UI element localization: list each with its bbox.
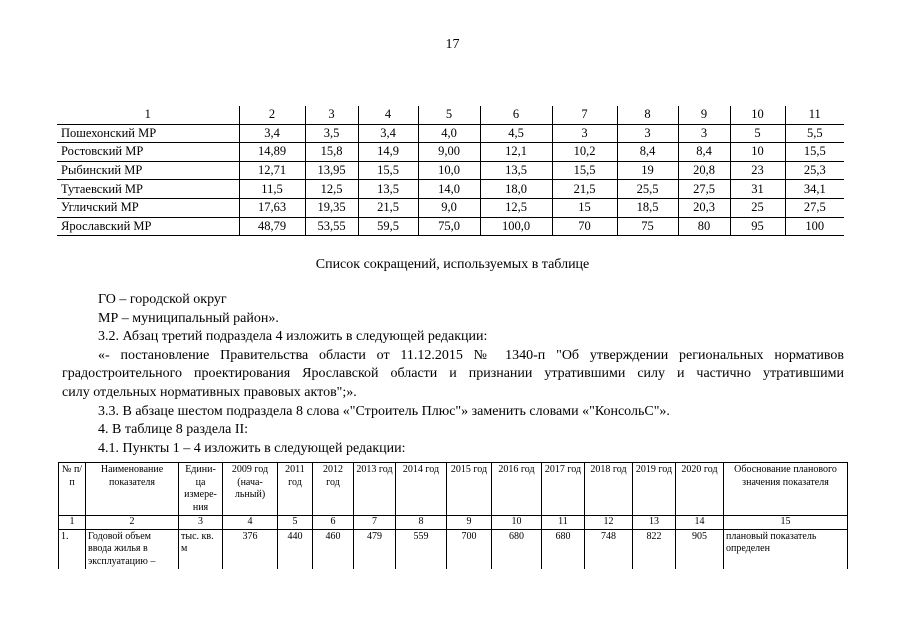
column-index: 6: [313, 516, 354, 530]
table-cell: 12,5: [305, 180, 358, 199]
paragraph: 3.3. В абзаце шестом подраздела 8 слова «"Строитель Плюс"» заменить словами «"КонсольС"».: [98, 403, 670, 419]
table-cell: 3: [552, 124, 617, 143]
column-index: 13: [633, 516, 676, 530]
table-cell: 48,79: [239, 217, 305, 236]
table-cell: 3: [678, 124, 730, 143]
header-cell: 2020 год: [676, 463, 724, 516]
table-cell: 34,1: [785, 180, 844, 199]
header-cell: 2012 год: [313, 463, 354, 516]
column-index: 4: [223, 516, 278, 530]
header-cell: № п/п: [59, 463, 86, 516]
column-index: 5: [278, 516, 313, 530]
value-cell: 680: [492, 529, 542, 569]
table-cell: 70: [552, 217, 617, 236]
table-cell: 10,0: [418, 161, 480, 180]
table-row: [57, 124, 844, 143]
column-index: 9: [447, 516, 492, 530]
column-number: 6: [480, 106, 552, 124]
column-number: 3: [305, 106, 358, 124]
table-row: [57, 198, 844, 217]
district-values-table: [57, 106, 844, 236]
value-cell: 479: [354, 529, 396, 569]
header-cell: 2016 год: [492, 463, 542, 516]
column-index: 7: [354, 516, 396, 530]
value-cell: 376: [223, 529, 278, 569]
table-row: [59, 529, 848, 569]
table-cell: 23: [730, 161, 785, 180]
paragraph: МР – муниципальный район».: [98, 310, 279, 326]
table-cell: 25,5: [617, 180, 678, 199]
table-cell: 100,0: [480, 217, 552, 236]
table-cell: 75: [617, 217, 678, 236]
table-cell: 12,1: [480, 143, 552, 162]
header-cell: 2019 год: [633, 463, 676, 516]
table-cell: 53,55: [305, 217, 358, 236]
column-index: 14: [676, 516, 724, 530]
table-cell: 27,5: [678, 180, 730, 199]
unit-cell: тыс. кв. м: [179, 529, 223, 569]
table-cell: 21,5: [552, 180, 617, 199]
header-cell: Едини-ца измере-ния: [179, 463, 223, 516]
table-cell: 8,4: [617, 143, 678, 162]
column-number: 5: [418, 106, 480, 124]
abbreviations-caption: Список сокращений, используемых в таблице: [315, 257, 590, 272]
table-cell: 17,63: [239, 198, 305, 217]
table-cell: 13,5: [480, 161, 552, 180]
table-cell: 14,89: [239, 143, 305, 162]
table-cell: 9,00: [418, 143, 480, 162]
table-cell: 59,5: [358, 217, 418, 236]
district-name: Ростовский МР: [57, 143, 239, 162]
column-index: 10: [492, 516, 542, 530]
table-cell: 5: [730, 124, 785, 143]
column-index: 2: [86, 516, 179, 530]
table-header-row: [59, 463, 848, 516]
header-cell: 2011 год: [278, 463, 313, 516]
table-cell: 10: [730, 143, 785, 162]
table-cell: 13,5: [358, 180, 418, 199]
table-cell: 14,0: [418, 180, 480, 199]
table-cell: 31: [730, 180, 785, 199]
table-cell: 12,5: [480, 198, 552, 217]
column-number: 4: [358, 106, 418, 124]
table-row: [57, 161, 844, 180]
table-cell: 25: [730, 198, 785, 217]
district-name: Ярославский МР: [57, 217, 239, 236]
table-cell: 3,5: [305, 124, 358, 143]
column-index: 8: [396, 516, 447, 530]
table-header-row: [57, 106, 844, 124]
paragraph: силу отдельных нормативных правовых актов";».: [62, 384, 357, 400]
column-index: 1: [59, 516, 86, 530]
value-cell: 680: [542, 529, 585, 569]
table-row: [57, 180, 844, 199]
table-cell: 21,5: [358, 198, 418, 217]
table-cell: 75,0: [418, 217, 480, 236]
indicators-table: [58, 462, 848, 569]
column-number: 11: [785, 106, 844, 124]
value-cell: 905: [676, 529, 724, 569]
table-cell: 95: [730, 217, 785, 236]
table-cell: 15,8: [305, 143, 358, 162]
header-cell: Наименование показателя: [86, 463, 179, 516]
table-cell: 13,95: [305, 161, 358, 180]
table-cell: 5,5: [785, 124, 844, 143]
column-index: 15: [724, 516, 848, 530]
table-cell: 80: [678, 217, 730, 236]
table-cell: 100: [785, 217, 844, 236]
header-cell: 2013 год: [354, 463, 396, 516]
paragraph: ГО – городской округ: [98, 292, 227, 307]
table-cell: 3: [617, 124, 678, 143]
table-cell: 18,5: [617, 198, 678, 217]
column-number: 8: [617, 106, 678, 124]
column-number: 2: [239, 106, 305, 124]
value-cell: 440: [278, 529, 313, 569]
value-cell: 559: [396, 529, 447, 569]
value-cell: 822: [633, 529, 676, 569]
paragraph: 3.2. Абзац третий подраздела 4 изложить в следующей редакции:: [98, 329, 488, 345]
table-row: [57, 143, 844, 162]
table-cell: 19: [617, 161, 678, 180]
table-cell: 14,9: [358, 143, 418, 162]
table-cell: 4,5: [480, 124, 552, 143]
column-index: 11: [542, 516, 585, 530]
header-cell: Обоснование планового значения показателя: [724, 463, 848, 516]
table-cell: 15,5: [785, 143, 844, 162]
district-name: Пошехонский МР: [57, 124, 239, 143]
table-cell: 20,8: [678, 161, 730, 180]
row-number: 1.: [59, 529, 86, 569]
header-cell: 2015 год: [447, 463, 492, 516]
table-cell: 15,5: [552, 161, 617, 180]
page-number: 17: [445, 37, 460, 52]
value-cell: 748: [585, 529, 633, 569]
value-cell: 700: [447, 529, 492, 569]
table-cell: 9,0: [418, 198, 480, 217]
table-cell: 8,4: [678, 143, 730, 162]
table-cell: 15: [552, 198, 617, 217]
table-cell: 3,4: [239, 124, 305, 143]
header-cell: 2017 год: [542, 463, 585, 516]
district-name: Рыбинский МР: [57, 161, 239, 180]
table-cell: 4,0: [418, 124, 480, 143]
table-cell: 20,3: [678, 198, 730, 217]
table-cell: 27,5: [785, 198, 844, 217]
paragraph: 4.1. Пункты 1 – 4 изложить в следующей редакции:: [98, 440, 406, 456]
justification-cell: плановый показатель определен: [724, 529, 848, 569]
table-cell: 18,0: [480, 180, 552, 199]
header-cell: 2018 год: [585, 463, 633, 516]
column-number: 10: [730, 106, 785, 124]
header-cell: 2014 год: [396, 463, 447, 516]
column-index: 12: [585, 516, 633, 530]
table-cell: 19,35: [305, 198, 358, 217]
paragraph: 4. В таблице 8 раздела II:: [98, 422, 249, 438]
table-cell: 10,2: [552, 143, 617, 162]
column-index: 3: [179, 516, 223, 530]
district-name: Угличский МР: [57, 198, 239, 217]
district-name: Тутаевский МР: [57, 180, 239, 199]
column-index-row: [59, 516, 848, 530]
header-cell: 2009 год (нача-льный): [223, 463, 278, 516]
column-number: 7: [552, 106, 617, 124]
table-cell: 12,71: [239, 161, 305, 180]
paragraph: градостроительного проектирования Ярославской области и признании утратившими силу и частично утратившими: [62, 366, 844, 382]
column-number: 9: [678, 106, 730, 124]
indicator-name: Годовой объем ввода жилья в эксплуатацию –: [86, 529, 179, 569]
table-row: [57, 217, 844, 236]
value-cell: 460: [313, 529, 354, 569]
paragraph: «- постановление Правительства области от 11.12.2015 № 1340-п "Об утверждении региональных нормативов: [98, 347, 844, 363]
table-cell: 3,4: [358, 124, 418, 143]
table-cell: 15,5: [358, 161, 418, 180]
table-cell: 25,3: [785, 161, 844, 180]
amendment-text: [62, 291, 844, 458]
column-number: 1: [57, 106, 239, 124]
table-cell: 11,5: [239, 180, 305, 199]
